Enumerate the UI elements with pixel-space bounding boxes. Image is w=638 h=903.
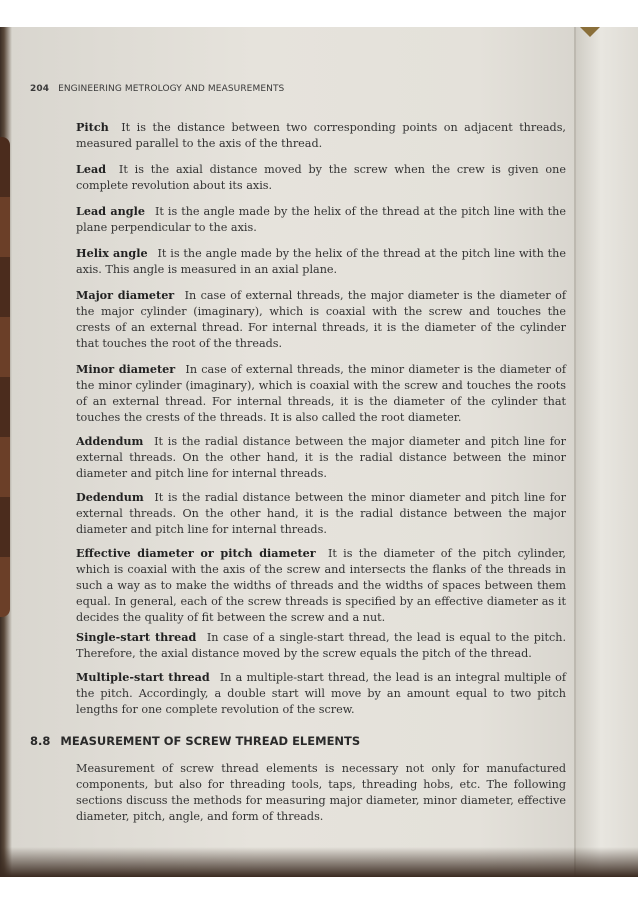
page-edge-tabs — [0, 137, 10, 617]
section-body: Measurement of screw thread elements is necessary not only for manufactured components, but also for threading tools, taps, threading hobs, etc. The following sections discuss the methods for measuring major diameter, minor diameter, effective diameter, pitch, angle, and form of threads. — [76, 762, 566, 823]
definition-single-start-thread — [76, 629, 566, 662]
term: Addendum — [76, 434, 144, 448]
definition-pitch — [76, 119, 566, 152]
definition-dedendum — [76, 489, 566, 538]
definition-text: In case of external threads, the major diameter is the diameter of the major cylinder (imaginary), which is coaxial with the screw and touches the crests of an external thread. For internal threads, it is the diameter of the cylinder that touches the root of the threads. — [76, 289, 566, 350]
term: Helix angle — [76, 246, 148, 260]
term: Lead — [76, 162, 107, 176]
definition-text: It is the radial distance between the minor diameter and pitch line for external threads. On the other hand, it is the radial distance between the major diameter and pitch line for internal threads. — [76, 491, 566, 536]
definition-effective-diameter — [76, 545, 566, 626]
term: Lead angle — [76, 204, 145, 218]
definition-text: It is the axial distance moved by the screw when the crew is given one complete revolution about its axis. — [76, 163, 566, 192]
book-photo — [0, 27, 638, 877]
definition-helix-angle — [76, 245, 566, 278]
definition-text: It is the distance between two corresponding points on adjacent threads, measured parallel to the axis of the thread. — [76, 121, 566, 150]
facing-page-edge — [574, 27, 638, 877]
bottom-shadow — [0, 847, 638, 877]
definition-text: In case of external threads, the minor diameter is the diameter of the minor cylinder (imaginary), which is coaxial with the screw and touches the roots of an external thread. For internal threads, it is the diameter of the cylinder that touches the crests of the threads. It is also called the root diameter. — [76, 363, 567, 424]
section-number: 8.8 — [30, 734, 51, 748]
definition-minor-diameter — [76, 361, 566, 426]
definition-lead-angle — [76, 203, 566, 236]
book-page — [30, 49, 578, 849]
section-title: MEASUREMENT OF SCREW THREAD ELEMENTS — [60, 734, 361, 748]
term: Single-start thread — [76, 630, 197, 644]
term: Minor diameter — [76, 362, 176, 376]
definition-text: It is the angle made by the helix of the thread at the pitch line with the plane perpendicular to the axis. — [76, 205, 566, 234]
definition-addendum — [76, 433, 566, 482]
section-heading — [30, 734, 360, 748]
definition-text: In a multiple-start thread, the lead is an integral multiple of the pitch. Accordingly, a double start will move by an amount equal to two pitch lengths for one complete revolution of the screw. — [76, 671, 566, 716]
definition-lead — [76, 161, 566, 194]
running-title: ENGINEERING METROLOGY AND MEASUREMENTS — [58, 84, 285, 94]
definition-text: It is the diameter of the pitch cylinder, which is coaxial with the axis of the screw and intersects the flanks of the threads in such a way as to make the widths of threads and the widths of spaces between them equal. In general, each of the screw threads is specified by an effective diameter as it decides the quality of fit between the screw and a nut. — [76, 547, 566, 624]
term: Effective diameter or pitch diameter — [76, 546, 316, 560]
term: Dedendum — [76, 490, 144, 504]
definition-major-diameter — [76, 287, 566, 352]
definition-text: It is the angle made by the helix of the thread at the pitch line with the axis. This angle is measured in an axial plane. — [76, 247, 567, 276]
bookmark-corner — [580, 27, 600, 37]
term: Major diameter — [76, 288, 175, 302]
running-header — [30, 84, 284, 94]
term: Pitch — [76, 120, 109, 134]
definition-multiple-start-thread — [76, 669, 566, 718]
page-number: 204 — [30, 84, 50, 94]
definition-text: In case of a single-start thread, the lead is equal to the pitch. Therefore, the axial distance moved by the screw equals the pitch of the thread. — [76, 631, 566, 660]
definition-text: It is the radial distance between the major diameter and pitch line for external threads. On the other hand, it is the radial distance between the minor diameter and pitch line for internal threads. — [76, 435, 566, 480]
term: Multiple-start thread — [76, 670, 210, 684]
